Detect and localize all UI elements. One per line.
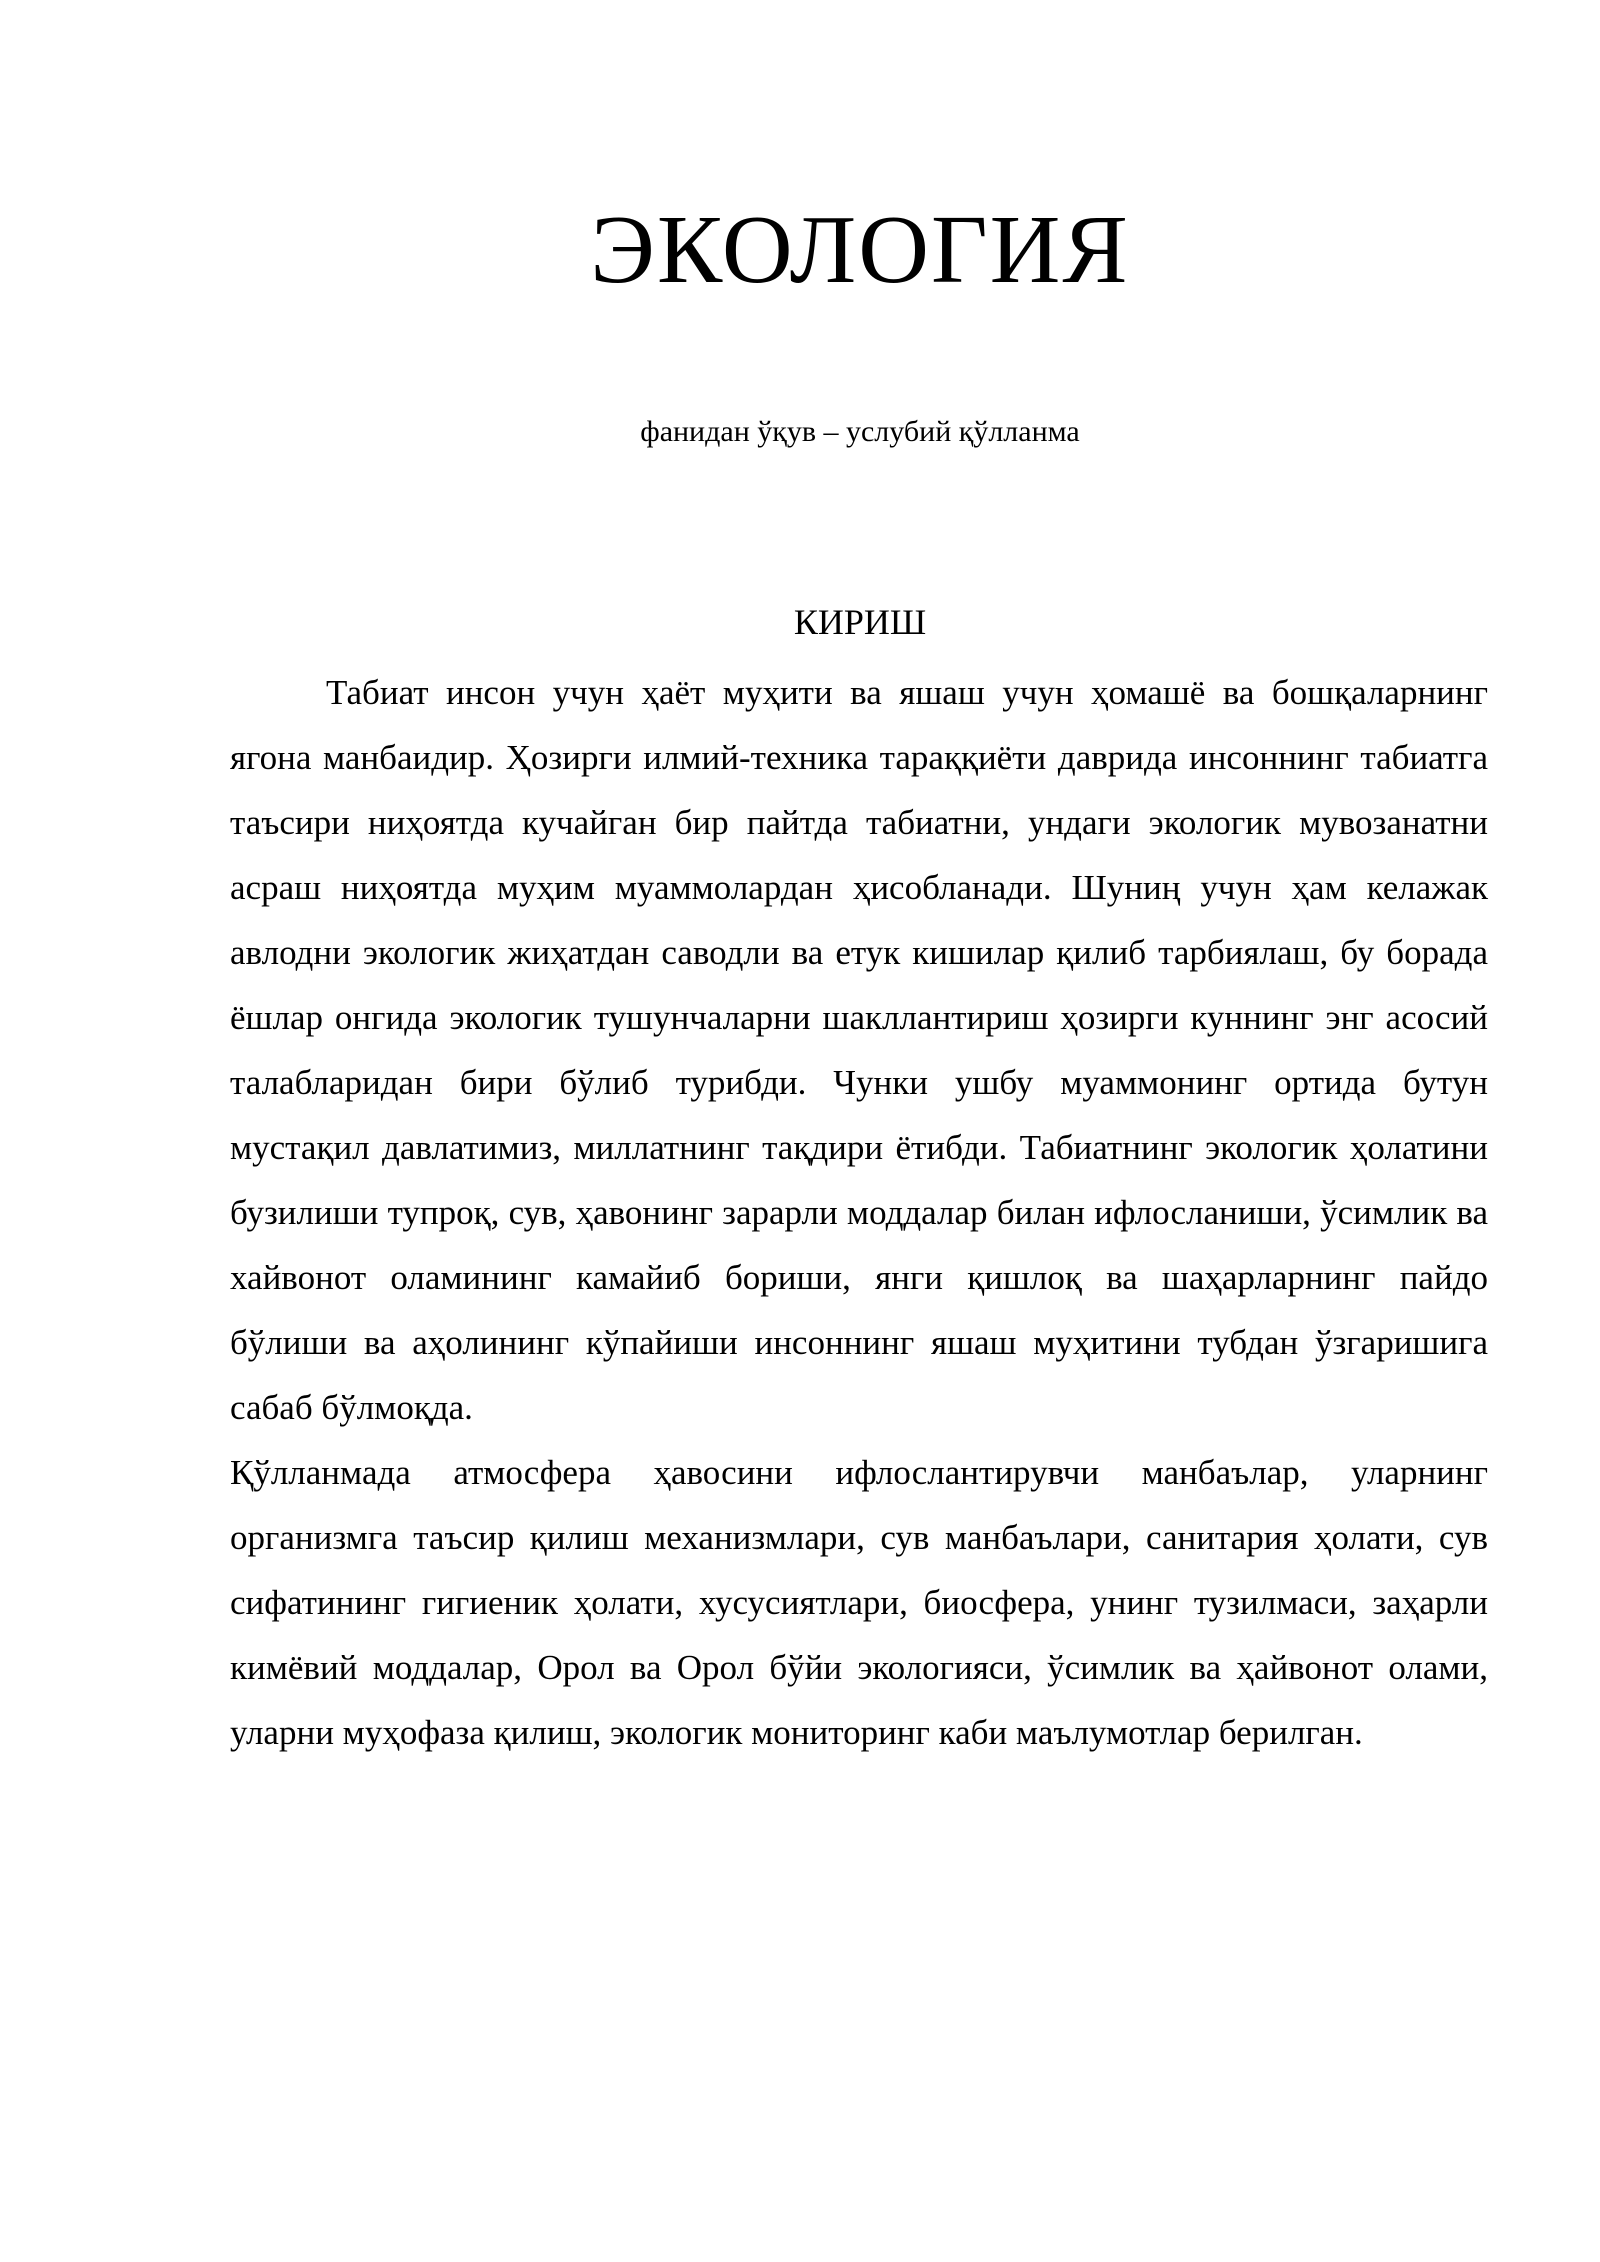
document-title: ЭКОЛОГИЯ	[590, 196, 1130, 304]
section-heading: КИРИШ	[793, 602, 927, 642]
paragraph-intro: Табиат инсон учун ҳаёт муҳити ва яшаш учун ҳомашё ва бошқаларнинг ягона манбаидир. Ҳозирги илмий-техника тараққиёти даврида инсоннинг табиатга таъсири ниҳоятда кучайган бир пайтда табиатни, ундаги экологик мувозанатни асраш ниҳоятда муҳим муаммолардан ҳисобланади. Шуниң учун ҳам келажак авлодни экологик жиҳатдан саводли ва етук кишилар қилиб тарбиялаш, бу борада ёшлар онгида экологик тушунчаларни шакллантириш ҳозирги куннинг энг асосий талабларидан бири бўлиб турибди. Чунки ушбу муаммонинг ортида бутун мустақил давлатимиз, миллатнинг тақдири ётибди. Табиатнинг экологик ҳолатини бузилиши тупроқ, сув, ҳавонинг зарарли моддалар билан ифлосланиши, ўсимлик ва хайвонот оламининг камайиб бориши, янги қишлоқ ва шаҳарларнинг пайдо бўлиши ва аҳолининг кўпайиши инсоннинг яшаш муҳитини тубдан ўзгаришига сабаб бўлмоқда.	[230, 673, 1488, 1427]
paragraph-contents: Қўлланмада атмосфера ҳавосини ифлослантирувчи манбаълар, уларнинг организмга таъсир қилиш механизмлари, сув манбаълари, санитария ҳолати, сув сифатининг гигиеник ҳолати, хусусиятлари, биосфера, унинг тузилмаси, заҳарли кимёвий моддалар, Орол ва Орол бўйи экологияси, ўсимлик ва ҳайвонот олами, уларни муҳофаза қилиш, экологик мониторинг каби маълумотлар берилган.	[230, 1453, 1488, 1752]
document-subtitle: фанидан ўқув – услубий қўлланма	[640, 415, 1080, 448]
body-text	[230, 660, 1488, 1765]
